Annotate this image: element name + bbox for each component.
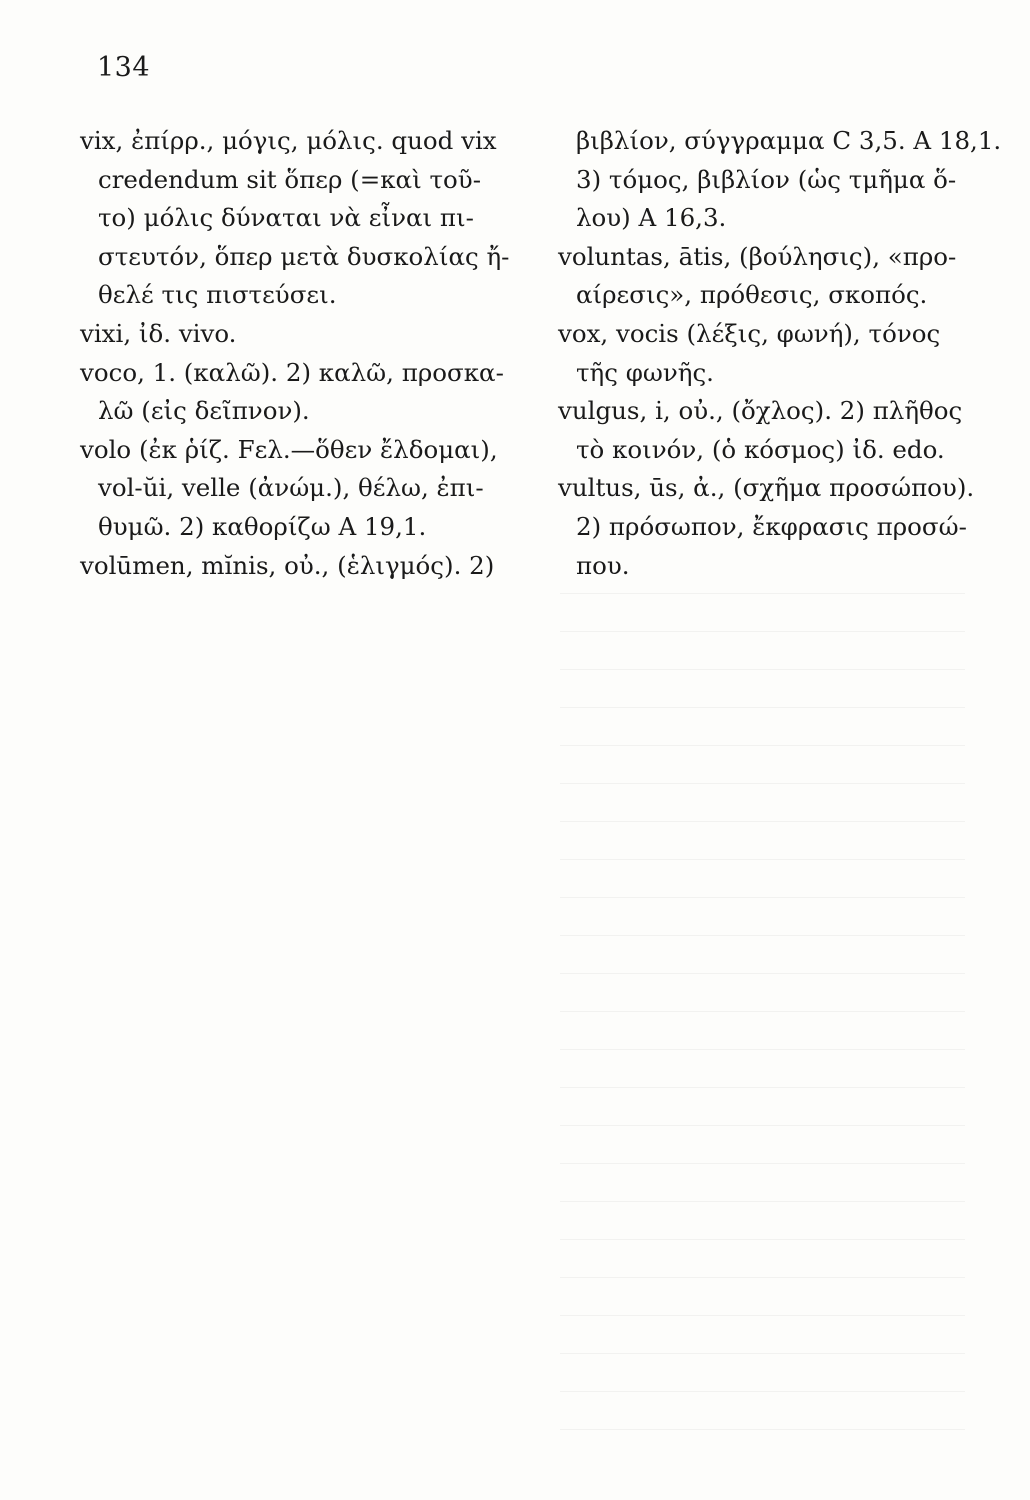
entry-line: λῶ (εἰς δεῖπνον). [98,396,310,426]
entry-vulgus [558,392,998,469]
entry-line: voluntas, ātis, (βούλησις), «προ- [558,241,957,271]
page-number: 134 [97,52,151,83]
entry-line: credendum sit ὅπερ (=καὶ τοῦ- [98,164,481,194]
entry-vix [80,122,520,315]
entry-line: volūmen, mĭnis, οὐ., (ἑλιγμός). 2) [80,550,495,580]
entry-line: που. [576,550,630,580]
right-column [558,122,1002,585]
entry-line: το) μόλις δύναται νὰ εἶναι πι- [98,203,474,233]
entry-line: 2) πρόσωπον, ἔκφρασις προσώ- [576,511,967,541]
entry-vixi [80,315,520,354]
entry-line: vix, ἐπίρρ., μόγις, μόλις. quod vix [80,126,497,155]
entry-voluntas [558,238,998,315]
entry-line: θελέ τις πιστεύσει. [98,280,337,310]
entry-line: λου) A 16,3. [576,203,727,233]
entry-line: vol-ŭi, velle (ἀνώμ.), θέλω, ἐπι- [98,473,484,503]
bleed-through-texture [560,560,1000,1440]
entry-line: voco, 1. (καλῶ). 2) καλῶ, προσκα- [80,357,504,387]
entry-line: vultus, ūs, ἀ., (σχῆμα προσώπου). [558,473,975,503]
entry-line: τῆς φωνῆς. [576,357,714,387]
entry-line: θυμῶ. 2) καθορίζω A 19,1. [98,511,427,541]
entry-line: vulgus, i, οὐ., (ὄχλος). 2) πλῆθος [558,396,963,426]
entry-line: βιβλίον, σύγγραμμα C 3,5. A 18,1. [576,126,1002,155]
entry-line: αίρεσις», πρόθεσις, σκοπός. [576,280,928,310]
entry-vultus [558,469,998,585]
entry-voco [80,354,520,431]
left-column [80,122,520,585]
entry-line: στευτόν, ὅπερ μετὰ δυσκολίας ἤ- [98,241,510,271]
entry-vox [558,315,998,392]
entry-volo [80,431,520,547]
entry-line: τὸ κοινόν, (ὁ κόσμος) ἰδ. edo. [576,434,945,464]
entry-line: volo (ἐκ ῥίζ. Fελ.—ὅθεν ἔλδομαι), [80,434,498,464]
entry-volumen-continued [558,122,1002,238]
entry-line: vixi, ἰδ. vivo. [80,318,237,348]
entry-line: vox, vocis (λέξις, φωνή), τόνος [558,318,941,348]
entry-line: 3) τόμος, βιβλίον (ὡς τμῆμα ὅ- [576,164,957,194]
entry-volumen [80,547,520,586]
